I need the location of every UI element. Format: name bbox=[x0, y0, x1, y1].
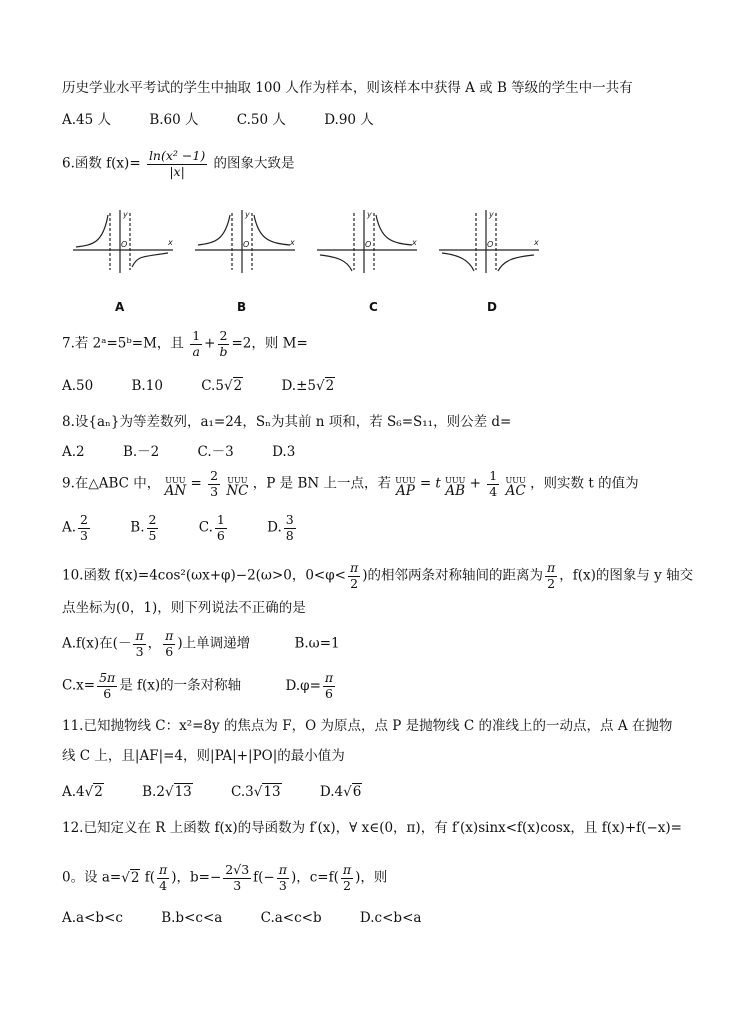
fraction bbox=[133, 630, 145, 658]
q9-options bbox=[62, 514, 332, 542]
vector-mark: UUU bbox=[165, 475, 186, 485]
q10-stem-line1 bbox=[62, 562, 693, 590]
vector-name: AN bbox=[164, 482, 187, 499]
denominator: 8 bbox=[285, 527, 294, 543]
fraction bbox=[147, 514, 159, 542]
q8-stem: 8.设{aₙ}为等差数列，a₁=24，Sₙ为其前 n 项和，若 S₆=S₁₁，则公差 d= bbox=[62, 414, 512, 430]
numerator: 2 bbox=[148, 512, 157, 527]
denominator: 6 bbox=[325, 685, 333, 701]
denominator: |x| bbox=[169, 163, 185, 179]
fraction bbox=[277, 864, 289, 892]
numerator: π bbox=[324, 670, 334, 685]
option: A.50 bbox=[62, 378, 94, 394]
option: D.90 人 bbox=[324, 112, 374, 128]
vector bbox=[506, 477, 526, 499]
svg-text:x: x bbox=[412, 238, 417, 247]
option: A.2 bbox=[62, 444, 85, 460]
q12-options bbox=[62, 912, 455, 926]
svg-text:O: O bbox=[487, 240, 494, 249]
text: 10.函数 f(x)=4cos²(ωx+φ)−2(ω>0，0<φ< bbox=[62, 567, 346, 584]
q7-options bbox=[62, 380, 369, 394]
numerator: ln(x² −1) bbox=[148, 148, 206, 163]
vector-name: NC bbox=[226, 482, 249, 499]
option bbox=[62, 786, 104, 800]
q5-options bbox=[62, 114, 408, 128]
q11-stem-line2: 线 C 上，且|AF|=4，则|PA|+|PO|的最小值为 bbox=[62, 748, 345, 764]
option-label: A. bbox=[62, 519, 77, 536]
option bbox=[62, 514, 92, 542]
denominator: 3 bbox=[210, 483, 219, 499]
denominator: b bbox=[219, 343, 228, 359]
option bbox=[320, 786, 362, 800]
sqrt: √6 bbox=[343, 784, 362, 800]
numerator: 1 bbox=[192, 328, 201, 343]
option bbox=[62, 672, 241, 700]
option bbox=[281, 380, 335, 394]
graph-label-a: A bbox=[115, 300, 125, 314]
fraction bbox=[190, 330, 202, 358]
q11-stem-line1: 11.已知抛物线 C：x²=8y 的焦点为 F，O 为原点，点 P 是抛物线 C 的准线上的一动点，点 A 在抛物 bbox=[62, 718, 673, 734]
graph-label-b: B bbox=[237, 300, 247, 314]
denominator: 3 bbox=[80, 527, 88, 543]
sqrt: √2 bbox=[223, 378, 243, 394]
numerator: 3 bbox=[285, 512, 294, 527]
option bbox=[130, 514, 160, 542]
text: D.±5 bbox=[281, 378, 316, 394]
denominator: 2 bbox=[547, 575, 556, 591]
q11-options bbox=[62, 786, 396, 800]
numerator: π bbox=[342, 862, 352, 877]
option: B.10 bbox=[131, 378, 163, 394]
numerator: 2√3 bbox=[225, 862, 250, 877]
fraction bbox=[545, 562, 557, 590]
option-label: D. bbox=[267, 519, 282, 536]
q7-stem bbox=[62, 330, 308, 358]
q10-options-ab bbox=[62, 630, 340, 658]
option: C.－3 bbox=[197, 444, 234, 460]
denominator: 2 bbox=[342, 877, 351, 893]
svg-text:y: y bbox=[489, 210, 494, 219]
svg-text:O: O bbox=[121, 240, 128, 249]
text: ，f(x)的图象与 y 轴交 bbox=[559, 567, 694, 584]
denominator: 5 bbox=[148, 527, 157, 543]
text: + bbox=[204, 335, 216, 352]
text: ，P 是 BN 上一点，若 bbox=[252, 475, 391, 492]
svg-text:y: y bbox=[367, 210, 372, 219]
option: B.60 人 bbox=[149, 112, 199, 128]
text: D.φ= bbox=[285, 677, 321, 694]
numerator: 1 bbox=[489, 468, 498, 483]
text: C.5 bbox=[201, 378, 224, 394]
radicand: 13 bbox=[263, 784, 281, 800]
fraction bbox=[341, 864, 353, 892]
numerator: 5π bbox=[99, 670, 116, 685]
numerator: π bbox=[165, 628, 174, 643]
vector bbox=[395, 477, 415, 499]
text: D.4 bbox=[319, 784, 344, 800]
text: A.f(x)在(－ bbox=[62, 635, 132, 652]
denominator: 6 bbox=[165, 643, 174, 659]
radicand: 13 bbox=[174, 784, 192, 800]
sqrt: √2 bbox=[84, 784, 103, 800]
vector-name: AP bbox=[395, 482, 415, 499]
svg-text:x: x bbox=[168, 238, 173, 247]
q6-stem bbox=[62, 150, 295, 178]
option: B.－2 bbox=[122, 444, 160, 460]
text: 的图象大致是 bbox=[213, 155, 295, 172]
numerator: 2 bbox=[80, 512, 88, 527]
svg-text:y: y bbox=[123, 210, 128, 219]
numerator: 2 bbox=[210, 468, 219, 483]
fraction bbox=[78, 514, 90, 542]
svg-text:O: O bbox=[243, 240, 250, 249]
denominator: 3 bbox=[278, 877, 287, 893]
option bbox=[231, 786, 282, 800]
fraction bbox=[215, 514, 227, 542]
option: C.50 人 bbox=[236, 112, 286, 128]
text: + bbox=[469, 475, 481, 492]
denominator: 2 bbox=[350, 575, 359, 591]
vector-mark: UUU bbox=[505, 475, 526, 485]
vector-mark: UUU bbox=[227, 475, 248, 485]
q10-options-cd bbox=[62, 672, 337, 700]
q12-stem-line1: 12.已知定义在 R 上函数 f(x)的导函数为 f′(x)，∀ x∈(0，π)，有 f′(x)sinx<f(x)cosx，且 f(x)+f(−x)= bbox=[62, 820, 682, 836]
radicand: 2 bbox=[233, 378, 243, 394]
fraction bbox=[348, 562, 360, 590]
option-label: C. bbox=[198, 519, 213, 536]
q5-stem: 历史学业水平考试的学生中抽取 100 人作为样本，则该样本中获得 A 或 B 等级的学生中一共有 bbox=[62, 80, 633, 96]
text: )，则 bbox=[355, 869, 388, 886]
text: 9.在△ABC 中， bbox=[62, 475, 161, 492]
option: D.3 bbox=[272, 444, 296, 460]
text: 是 f(x)的一条对称轴 bbox=[119, 677, 242, 694]
fraction bbox=[323, 672, 335, 700]
numerator: π bbox=[278, 862, 287, 877]
fraction bbox=[208, 470, 220, 498]
option bbox=[201, 380, 243, 394]
text: A.4 bbox=[62, 784, 85, 800]
vector-name: AB bbox=[445, 482, 466, 499]
text: f(− bbox=[253, 869, 275, 886]
vector bbox=[226, 477, 248, 499]
text: f( bbox=[140, 869, 156, 886]
fraction bbox=[97, 672, 117, 700]
numerator: π bbox=[135, 628, 144, 643]
numerator: 2 bbox=[219, 328, 228, 343]
vector-name: AC bbox=[505, 482, 526, 499]
svg-text:y: y bbox=[245, 210, 250, 219]
denominator: a bbox=[192, 343, 200, 359]
text: )，b=− bbox=[171, 869, 222, 886]
text: = bbox=[190, 475, 202, 492]
denominator: 3 bbox=[135, 643, 144, 659]
radicand: 2 bbox=[325, 378, 335, 394]
vector-mark: UUU bbox=[445, 475, 466, 485]
svg-text:x: x bbox=[290, 238, 295, 247]
fraction bbox=[147, 150, 207, 178]
denominator: 6 bbox=[216, 527, 225, 543]
denominator: 3 bbox=[233, 877, 242, 893]
fraction bbox=[157, 864, 169, 892]
numerator: π bbox=[547, 560, 556, 575]
numerator: π bbox=[350, 560, 359, 575]
sqrt: √13 bbox=[253, 784, 281, 800]
radicand: 2 bbox=[130, 869, 140, 886]
denominator: 4 bbox=[489, 483, 498, 499]
graph-label-c: C bbox=[369, 300, 378, 314]
radicand: 2 bbox=[94, 784, 103, 800]
sqrt: √2 bbox=[121, 869, 140, 886]
sqrt: √2 bbox=[315, 378, 335, 394]
option: C.a<c<b bbox=[260, 910, 322, 926]
denominator: 4 bbox=[159, 877, 168, 893]
option bbox=[142, 786, 193, 800]
graph-label-d: D bbox=[487, 300, 497, 314]
svg-text:O: O bbox=[365, 240, 372, 249]
text: )的相邻两条对称轴间的距离为 bbox=[362, 567, 543, 584]
option bbox=[267, 514, 298, 542]
option: A.45 人 bbox=[62, 112, 112, 128]
text: ，则实数 t 的值为 bbox=[530, 475, 639, 492]
fraction bbox=[284, 514, 296, 542]
vector bbox=[445, 477, 465, 499]
text: 0。设 a= bbox=[62, 869, 122, 886]
text: )，c=f( bbox=[290, 869, 339, 886]
text: 7.若 2ᵃ=5ᵇ=M，且 bbox=[62, 335, 184, 352]
text: C.3 bbox=[231, 784, 254, 800]
radicand: 6 bbox=[352, 784, 362, 800]
q8-options bbox=[62, 446, 329, 460]
q6-graphs bbox=[68, 205, 538, 315]
vector-mark: UUU bbox=[395, 475, 416, 485]
text: =2，则 M= bbox=[231, 335, 308, 352]
numerator: π bbox=[159, 862, 168, 877]
text: 6.函数 f(x)= bbox=[62, 155, 141, 172]
fraction bbox=[163, 630, 175, 658]
option-label: B. bbox=[130, 519, 145, 536]
option: B.b<c<a bbox=[161, 910, 223, 926]
q12-stem-line2 bbox=[62, 864, 387, 892]
text: = t bbox=[419, 475, 441, 492]
sqrt: √13 bbox=[164, 784, 192, 800]
q10-stem-line2: 点坐标为(0，1)，则下列说法不正确的是 bbox=[62, 600, 306, 616]
text: C.x= bbox=[62, 677, 96, 694]
option bbox=[285, 670, 337, 701]
option: A.a<b<c bbox=[62, 910, 123, 926]
text: ， bbox=[147, 635, 162, 652]
text: B.2 bbox=[142, 784, 165, 800]
denominator: 6 bbox=[103, 685, 112, 701]
numerator: 1 bbox=[216, 512, 225, 527]
option: D.c<b<a bbox=[359, 910, 422, 926]
option bbox=[62, 630, 250, 658]
svg-text:x: x bbox=[534, 238, 539, 247]
fraction bbox=[223, 864, 251, 892]
option bbox=[199, 514, 229, 542]
text: )上单调递增 bbox=[177, 635, 251, 652]
option: B.ω=1 bbox=[294, 635, 340, 652]
fraction bbox=[217, 330, 229, 358]
fraction bbox=[487, 470, 499, 498]
q9-stem bbox=[62, 470, 639, 498]
vector bbox=[165, 477, 187, 499]
